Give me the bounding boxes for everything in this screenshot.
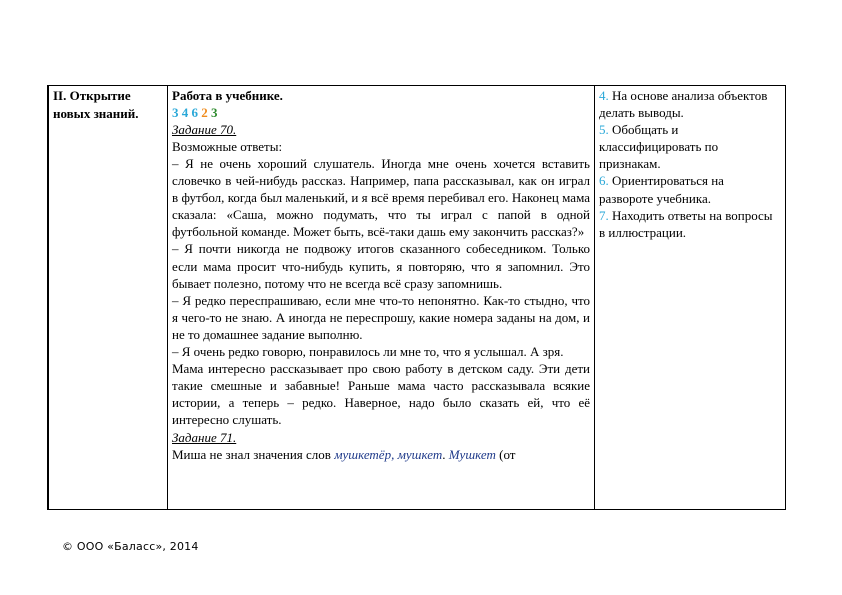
number-item: 3: [211, 105, 218, 120]
work-heading: Работа в учебнике.: [172, 88, 283, 103]
table-row: [48, 86, 786, 510]
copyright-footer: © ООО «Баласс», 2014: [62, 540, 199, 553]
skill-item: [599, 207, 781, 241]
skill-number: 7.: [599, 207, 609, 223]
skill-number: 5.: [599, 122, 609, 138]
text-fragment: .: [442, 446, 449, 462]
text-fragment: (от: [495, 446, 516, 462]
number-item: 2: [201, 105, 208, 120]
skill-item: [599, 172, 781, 206]
skill-number: 6.: [599, 173, 609, 189]
skill-text: На основе анализа объектов делать выводы.: [599, 88, 768, 121]
skill-text: Обобщать и классифицировать по признакам.: [599, 122, 719, 172]
task-70-label: Задание 70.: [172, 122, 237, 137]
skills-cell: [595, 86, 786, 510]
task-71-text: [172, 446, 590, 463]
stage-title: II. Открытие новых знаний.: [53, 88, 139, 121]
skill-number: 4.: [599, 88, 609, 103]
answer-paragraph: – Я очень редко говорю, понравилось ли мне то, что я услышал. А зря.: [172, 344, 564, 360]
task-71-label: Задание 71.: [172, 429, 237, 445]
number-item: 6: [191, 105, 198, 120]
answer-paragraph: – Я почти никогда не подвожу итогов сказанного собеседником. Только если мама просит что-нибудь купить, я повторяю, что я запомнил. Это бывает полезно, потому что не всегда всё сразу запомнишь.: [172, 241, 590, 291]
skill-text: Ориентироваться на развороте учебника.: [599, 173, 724, 206]
color-numbers: [172, 104, 590, 121]
number-item: 3: [172, 105, 179, 120]
skill-text: Находить ответы на вопросы в иллюстрации.: [599, 207, 773, 240]
term-musket-capital: Мушкет: [448, 446, 496, 462]
skill-item: [599, 121, 781, 172]
term-musketeer: мушкетёр,: [334, 446, 395, 462]
answer-paragraph: Мама интересно рассказывает про свою работу в детском саду. Эти дети такие смешные и забавные! Раньше мама часто рассказывала всякие истории, а теперь – редко. Наверное, надо было сказать ей, что её интересно слушать.: [172, 361, 590, 428]
lesson-table: [47, 85, 786, 510]
skill-item: [599, 87, 781, 121]
possible-answers-label: Возможные ответы:: [172, 139, 283, 154]
term-musket: мушкет: [397, 446, 443, 462]
number-item: 4: [181, 105, 189, 120]
text-fragment: Миша не знал значения слов: [172, 446, 335, 462]
stage-cell: [48, 86, 168, 510]
answer-paragraph: – Я не очень хороший слушатель. Иногда мне очень хочется вставить словечко в чей-нибудь рассказ. Например, папа рассказывал, как он играл в футбол, когда был маленький, и я всё время перебивал его. Наконец мама сказала: «Саша, можно подумать, что ты играл с папой в одной футбольной команде. Может быть, всё-таки дашь ему закончить рассказ?»: [172, 156, 590, 240]
content-cell: [168, 86, 595, 510]
answer-paragraph: – Я редко переспрашиваю, если мне что-то непонятно. Как-то стыдно, что я чего-то не знаю. А иногда не переспрошу, какие номера заданы на дом, и не то домашнее задание выполню.: [172, 292, 590, 342]
